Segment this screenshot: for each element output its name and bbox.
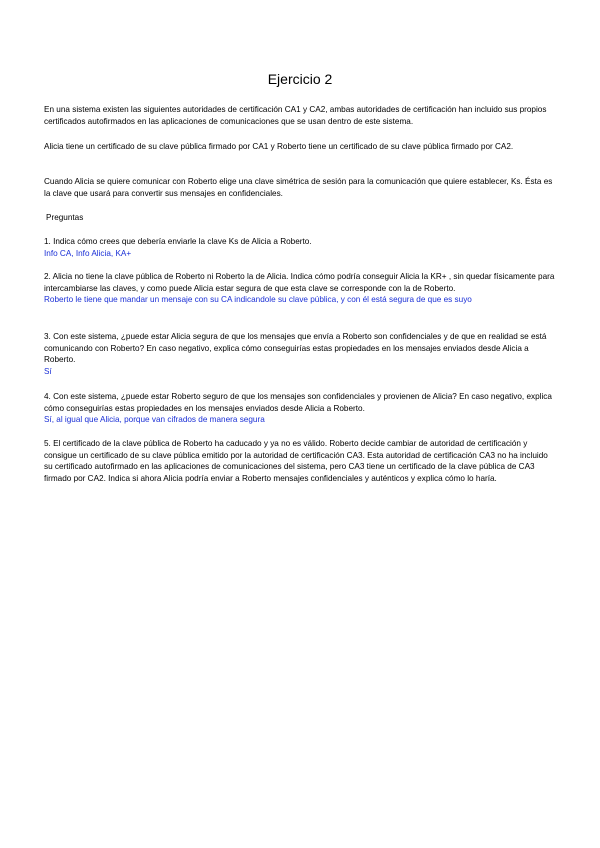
question-3-answer: Sí bbox=[44, 366, 52, 376]
intro-paragraph-2: Alicia tiene un certificado de su clave pública firmado por CA1 y Roberto tiene un certificado de su clave pública firmado por CA2. bbox=[44, 142, 514, 151]
question-4-answer: Sí, al igual que Alicia, porque van cifrados de manera segura bbox=[44, 415, 265, 424]
question-5 bbox=[44, 438, 556, 484]
intro-paragraph-3: Cuando Alicia se quiere comunicar con Roberto elige una clave simétrica de sesión para la comunicación que quiere establecer, Ks. Ésta es la clave que usará para convertir sus mensajes en confidenciales. bbox=[44, 177, 553, 198]
question-1 bbox=[44, 236, 556, 259]
question-3 bbox=[44, 331, 556, 377]
question-4-text: 4. Con este sistema, ¿puede estar Roberto seguro de que los mensajes son confidenciales y provienen de Alicia? En caso negativo, explica cómo conseguirías estas propiedades en los mensajes enviados desde Alicia a Roberto. bbox=[44, 392, 552, 413]
question-2 bbox=[44, 271, 556, 306]
questions-heading: Preguntas bbox=[46, 213, 84, 222]
intro-paragraph-1: En una sistema existen las siguientes autoridades de certificación CA1 y CA2, ambas autoridades de certificación han incluido sus propios certificados autofirmados en las aplicaciones de comunicaciones que se usan dentro de este sistema. bbox=[44, 105, 547, 126]
question-2-answer: Roberto le tiene que mandar un mensaje con su CA indicandole su clave pública, y con él está segura de que es suyo bbox=[44, 295, 472, 304]
question-1-answer: Info CA, Info Alicia, KA+ bbox=[44, 248, 132, 258]
question-5-text: 5. El certificado de la clave pública de Roberto ha caducado y ya no es válido. Roberto decide cambiar de autoridad de certificación y consigue un certificado de su clave pública emitido por la autoridad de certificación CA3. Esta autoridad de certificación CA3 no ha incluido su certificado autofirmado en las aplicaciones de comunicaciones del sistema, pero CA3 tiene un certificado de la clave pública de CA3 firmado por CA2. Indica si ahora Alicia podría enviar a Roberto mensajes confidenciales y auténticos y explica cómo lo haría. bbox=[44, 439, 548, 483]
page-title: Ejercicio 2 bbox=[267, 71, 333, 87]
question-3-text: 3. Con este sistema, ¿puede estar Alicia segura de que los mensajes que envía a Roberto son confidenciales y de que en realidad se está comunicando con Roberto? En caso negativo, explica cómo conseguirías estas propiedades en los mensajes enviados desde Alicia a Roberto. bbox=[44, 332, 547, 364]
question-2-text: 2. Alicia no tiene la clave pública de Roberto ni Roberto la de Alicia. Indica cómo podría conseguir Alicia la KR+ , sin quedar físicamente para intercambiarse las claves, y como puede Alicia estar segura de que esta clave se corresponde con la de Roberto. bbox=[44, 272, 555, 293]
question-1-text: 1. Indica cómo crees que debería enviarle la clave Ks de Alicia a Roberto. bbox=[44, 237, 312, 246]
question-4 bbox=[44, 391, 556, 426]
